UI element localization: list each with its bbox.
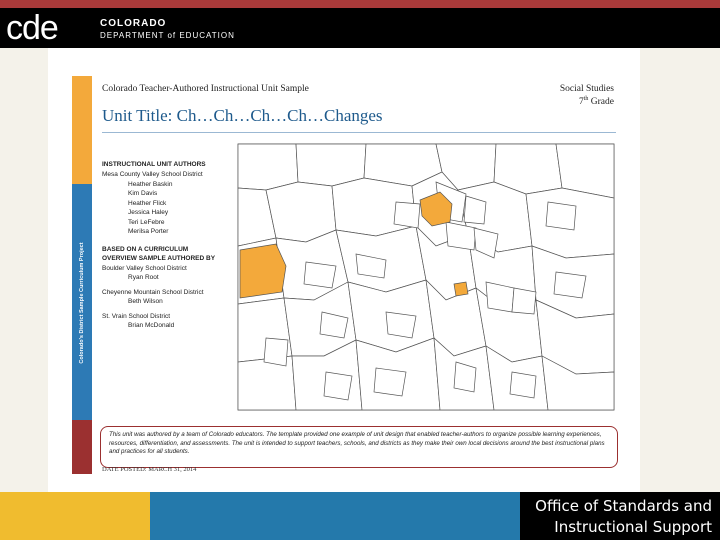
author-name: Teri LeFebre (128, 218, 165, 226)
side-strip-orange (72, 76, 92, 184)
side-strip-label: Colorado's District Sample Curriculum Project (79, 242, 85, 364)
office-label-line-1: Office of Standards and (535, 497, 712, 515)
office-label-line-2: Instructional Support (554, 518, 712, 536)
date-posted: DATE POSTED: MARCH 31, 2014 (102, 466, 197, 473)
unit-disclaimer-text: This unit was authored by a team of Colorado educators. The template provided one example of unit design that enabled teacher-authors to organize possible learning experiences, resources, differentiation, and assessments. The unit is intended to support teachers, schools, and districts as they make their own local decisions around the best instructional plans and practices for all students. (109, 431, 605, 456)
department-line-2: DEPARTMENT of EDUCATION (100, 31, 235, 40)
author-name: Heather Baskin (128, 180, 173, 188)
author-name: Jessica Haley (128, 209, 169, 216)
department-name (100, 18, 235, 41)
grade-label (579, 96, 614, 107)
office-label (535, 496, 712, 538)
authors-heading: INSTRUCTIONAL UNIT AUTHORS (102, 161, 206, 168)
slide-background-left (0, 48, 48, 492)
based-on-heading-1: BASED ON A CURRICULUM (102, 245, 189, 253)
overview-district: St. Vrain School District (102, 312, 171, 320)
unit-disclaimer-box (100, 426, 618, 468)
top-accent-rule (0, 0, 720, 8)
author-name: Heather Flick (128, 199, 167, 207)
based-on-heading-2: OVERVIEW SAMPLE AUTHORED BY (102, 254, 216, 262)
author-name: Kim Davis (128, 190, 158, 197)
district-map-graphic (236, 142, 616, 412)
document-page (48, 48, 640, 492)
overview-district: Cheyenne Mountain School District (102, 288, 204, 296)
overview-author-name: Ryan Root (128, 274, 159, 281)
footer-bar-blue (150, 492, 520, 540)
authors-column (102, 160, 236, 331)
colorado-district-map (236, 142, 616, 412)
slide-background-right (640, 48, 720, 492)
footer-bar-black (520, 492, 720, 540)
grade-suffix: th (583, 96, 589, 102)
title-divider (102, 132, 616, 133)
authors-district: Mesa County Valley School District (102, 171, 203, 178)
subject-label: Social Studies (559, 84, 614, 94)
overview-author-name: Brian McDonald (128, 322, 175, 329)
author-name: Merilsa Porter (128, 228, 169, 235)
side-strip-red (72, 420, 92, 474)
department-line-1: COLORADO (100, 18, 167, 29)
overview-district: Boulder Valley School District (102, 264, 187, 272)
document-subtitle: Colorado Teacher-Authored Instructional Unit Sample (102, 84, 309, 94)
unit-title: Unit Title: Ch…Ch…Ch…Ch…Changes (102, 106, 383, 125)
grade-word: Grade (588, 97, 614, 108)
grade-number: 7 (578, 97, 584, 108)
cde-logo: cde (6, 9, 58, 47)
overview-author-name: Beth Wilson (128, 298, 163, 305)
footer-bar-gold (0, 492, 150, 540)
header-bar (0, 8, 720, 48)
